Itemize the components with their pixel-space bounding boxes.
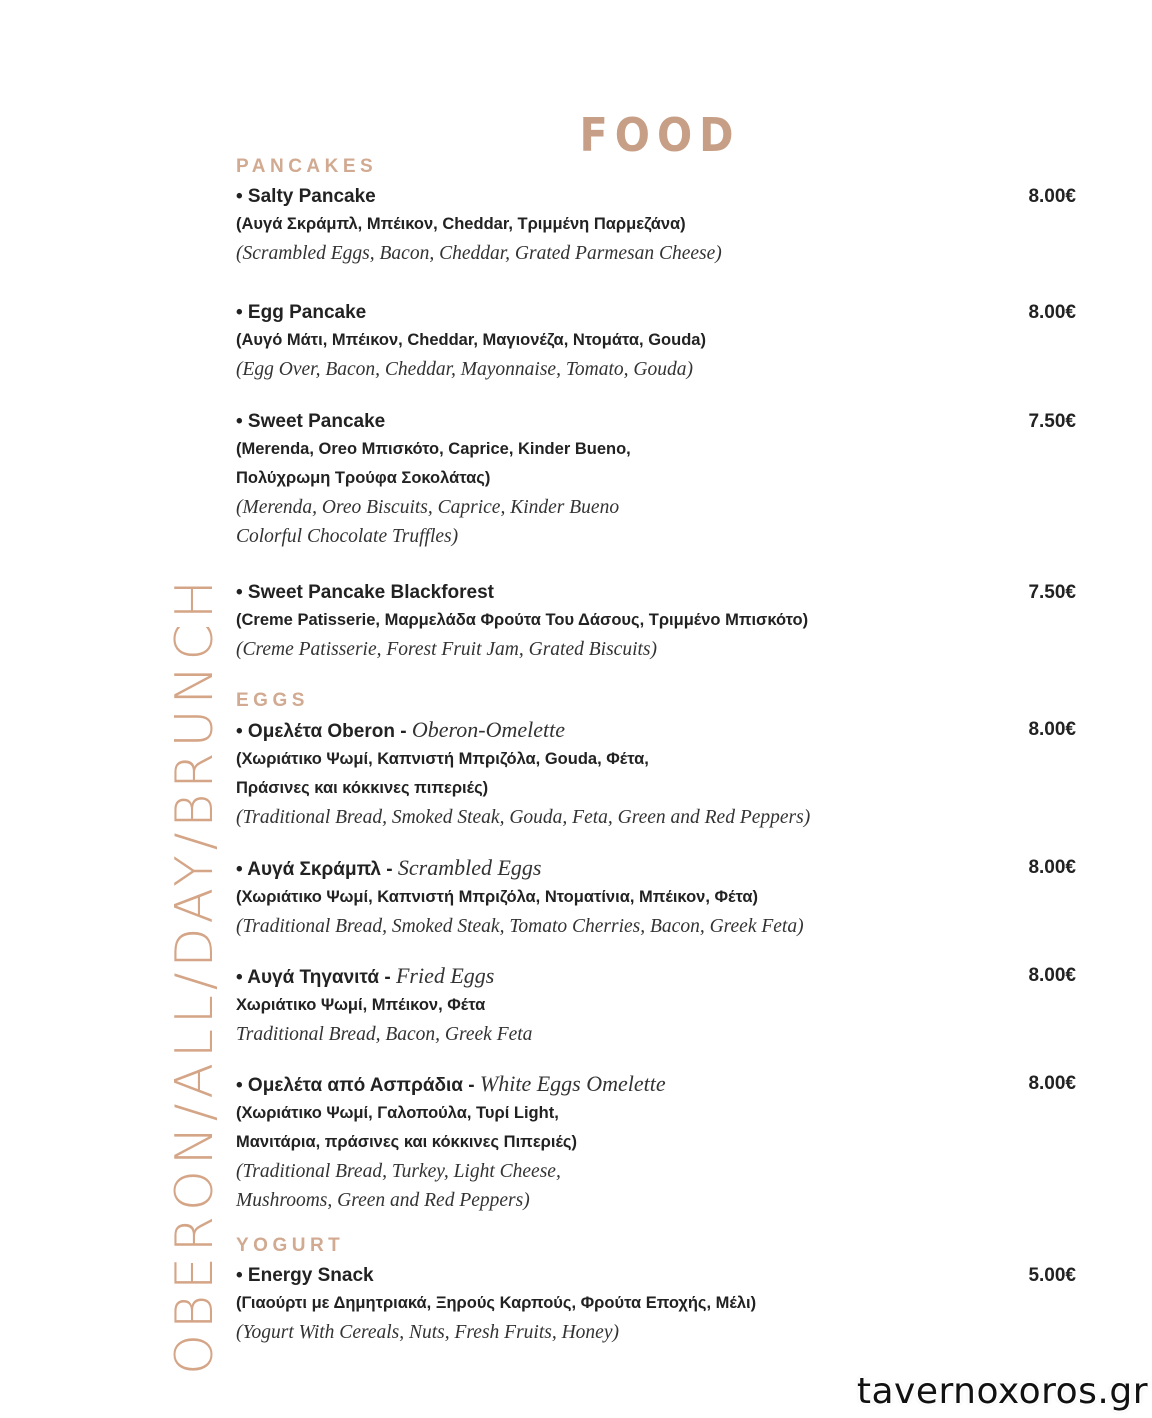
item-name: • Egg Pancake [236,302,367,323]
item-price: 5.00€ [1028,1265,1076,1286]
item-name [236,855,1076,883]
item-desc-gr: (Merenda, Oreo Μπισκότο, Caprice, Kinder Bueno, [236,440,631,458]
item-price: 8.00€ [1028,1073,1076,1094]
section-header-eggs: EGGS [236,690,309,711]
item-price: 7.50€ [1028,582,1076,603]
menu-item-fried-eggs [236,963,1076,1049]
menu-item-salty-pancake [236,184,1076,268]
item-desc-en: Traditional Bread, Bacon, Greek Feta [236,1024,533,1045]
item-name-gr: • Ομελέτα Oberon - [236,721,407,742]
item-desc-en: (Creme Patisserie, Forest Fruit Jam, Grated Biscuits) [236,639,657,660]
item-desc-gr: (Creme Patisserie, Μαρμελάδα Φρούτα Του Δάσους, Τριμμένο Μπισκότο) [236,611,809,629]
item-name-en: Scrambled Eggs [397,855,542,880]
item-name-en: White Eggs Omelette [479,1071,666,1096]
item-desc-gr: (Χωριάτικο Ψωμί, Γαλοπούλα, Τυρί Light, [236,1104,559,1122]
item-price: 8.00€ [1028,965,1076,986]
item-name-gr: • Αυγά Σκράμπλ - [236,859,393,880]
item-desc-gr: (Αυγά Σκράμπλ, Μπέικον, Cheddar, Τριμμένη Παρμεζάνα) [236,215,686,233]
menu-item-sweet-pancake-blackforest [236,580,1076,664]
item-desc-gr: (Χωριάτικο Ψωμί, Καπνιστή Μπριζόλα, Gouda, Φέτα, [236,750,649,768]
item-price: 8.00€ [1028,302,1076,323]
menu-item-egg-pancake [236,300,1076,384]
watermark: tavernoxoros.gr [856,1371,1148,1412]
side-label: OBERON/ALL/DAY/BRUNCH [165,575,225,1375]
item-name-en: Fried Eggs [395,963,495,988]
item-name [236,963,1076,991]
menu-item-energy-snack [236,1263,1076,1347]
item-desc-en: (Traditional Bread, Turkey, Light Cheese, [236,1161,561,1182]
item-desc-en: (Scrambled Eggs, Bacon, Cheddar, Grated Parmesan Cheese) [236,243,722,264]
item-desc-en: Colorful Chocolate Truffles) [236,526,459,547]
item-desc-gr: (Γιαούρτι με Δημητριακά, Ξηρούς Καρπούς, Φρούτα Εποχής, Μέλι) [236,1294,757,1312]
section-header-pancakes: PANCAKES [236,156,378,177]
item-price: 7.50€ [1028,411,1076,432]
menu-item-omelette-oberon [236,717,1076,832]
item-desc-gr: Χωριάτικο Ψωμί, Μπέικον, Φέτα [236,996,486,1014]
item-desc-en: (Egg Over, Bacon, Cheddar, Mayonnaise, Tomato, Gouda) [236,359,693,380]
item-desc-en: (Yogurt With Cereals, Nuts, Fresh Fruits, Honey) [236,1322,619,1343]
item-name-gr: • Ομελέτα από Ασπράδια - [236,1075,475,1096]
item-price: 8.00€ [1028,719,1076,740]
menu-item-scrambled-eggs [236,855,1076,941]
item-name [236,1071,1076,1099]
item-desc-gr: Πολύχρωμη Τρούφα Σοκολάτας) [236,469,491,487]
item-desc-gr: Μανιτάρια, πράσινες και κόκκινες Πιπεριές) [236,1133,577,1151]
item-name [236,717,1076,745]
section-header-yogurt: YOGURT [236,1235,345,1256]
item-desc-gr: (Χωριάτικο Ψωμί, Καπνιστή Μπριζόλα, Ντοματίνια, Μπέικον, Φέτα) [236,888,759,906]
item-name: • Energy Snack [236,1265,374,1286]
item-name: • Sweet Pancake Blackforest [236,582,495,603]
item-name: • Sweet Pancake [236,411,386,432]
item-price: 8.00€ [1028,186,1076,207]
item-desc-en: (Merenda, Oreo Biscuits, Caprice, Kinder Bueno [236,497,620,518]
item-price: 8.00€ [1028,857,1076,878]
item-name-en: Oberon-Omelette [411,717,565,742]
page-title: FOOD [579,108,741,162]
item-name-gr: • Αυγά Τηγανιτά - [236,967,391,988]
item-name: • Salty Pancake [236,186,376,207]
item-desc-en: (Traditional Bread, Smoked Steak, Tomato Cherries, Bacon, Greek Feta) [236,916,804,937]
item-desc-en: (Traditional Bread, Smoked Steak, Gouda, Feta, Green and Red Peppers) [236,807,811,828]
menu-item-white-eggs-omelette [236,1071,1076,1215]
item-desc-en: Mushrooms, Green and Red Peppers) [236,1190,530,1211]
item-desc-gr: Πράσινες και κόκκινες πιπεριές) [236,779,489,797]
menu-item-sweet-pancake [236,409,1076,551]
item-desc-gr: (Αυγό Μάτι, Μπέικον, Cheddar, Μαγιονέζα, Ντομάτα, Gouda) [236,331,706,349]
